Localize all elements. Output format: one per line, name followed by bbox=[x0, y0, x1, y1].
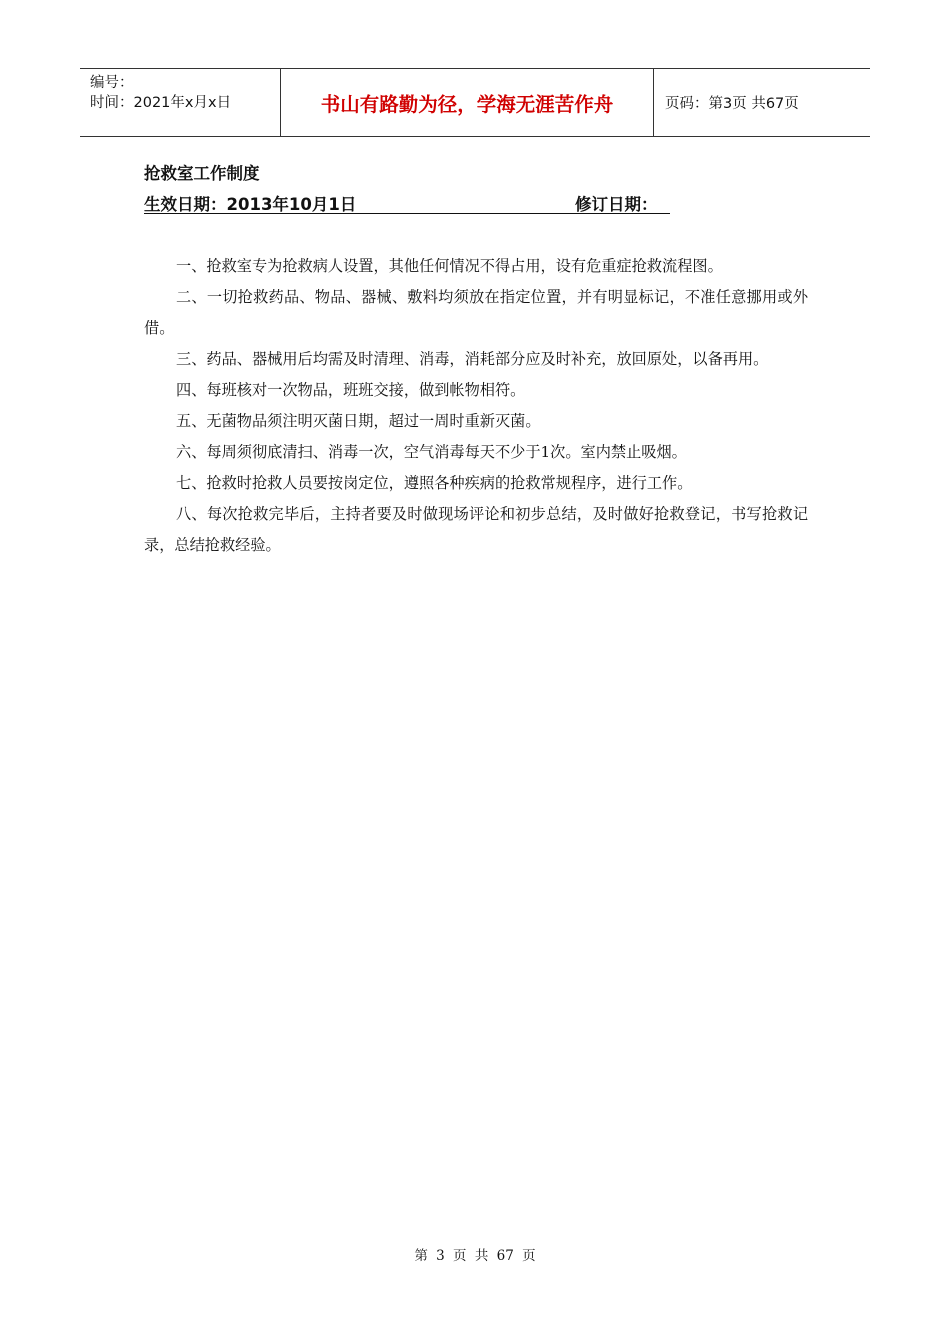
page-footer: 第 3 页 共 67 页 bbox=[414, 1248, 536, 1264]
paragraph-3: 三、药品、器械用后均需及时清理、消毒，消耗部分应及时补充，放回原处，以备再用。 bbox=[176, 350, 769, 368]
paragraph-7: 七、抢救时抢救人员要按岗定位，遵照各种疾病的抢救常规程序，进行工作。 bbox=[176, 474, 693, 492]
paragraph-2: 二、一切抢救药品、物品、器械、敷料均须放在指定位置，并有明显标记，不准任意挪用或外借。 bbox=[144, 288, 808, 337]
effective-date: 生效日期：2013年10月1日 bbox=[144, 195, 357, 214]
paragraph-1: 一、抢救室专为抢救病人设置，其他任何情况不得占用，设有危重症抢救流程图。 bbox=[176, 257, 723, 275]
paragraph-8: 八、每次抢救完毕后，主持者要及时做现场评论和初步总结，及时做好抢救登记，书写抢救记录，总结抢救经验。 bbox=[144, 505, 808, 554]
header-motto: 书山有路勤为径，学海无涯苦作舟 bbox=[281, 69, 654, 136]
header-table bbox=[80, 68, 870, 137]
date-line bbox=[144, 191, 670, 214]
paragraph-5: 五、无菌物品须注明灭菌日期，超过一周时重新灭菌。 bbox=[176, 412, 541, 430]
paragraph-4: 四、每班核对一次物品，班班交接，做到帐物相符。 bbox=[176, 381, 526, 399]
header-left-cell bbox=[80, 69, 281, 136]
paragraph-6: 六、每周须彻底清扫、消毒一次，空气消毒每天不少于1次。室内禁止吸烟。 bbox=[176, 443, 687, 461]
time-label: 时间：2021年x月x日 bbox=[90, 95, 232, 111]
serial-label: 编号： bbox=[90, 75, 134, 91]
document-body bbox=[144, 251, 808, 561]
revision-date: 修订日期： bbox=[575, 195, 658, 214]
header-page-info: 页码：第3页 共67页 bbox=[665, 96, 799, 112]
document-title: 抢救室工作制度 bbox=[144, 164, 260, 183]
